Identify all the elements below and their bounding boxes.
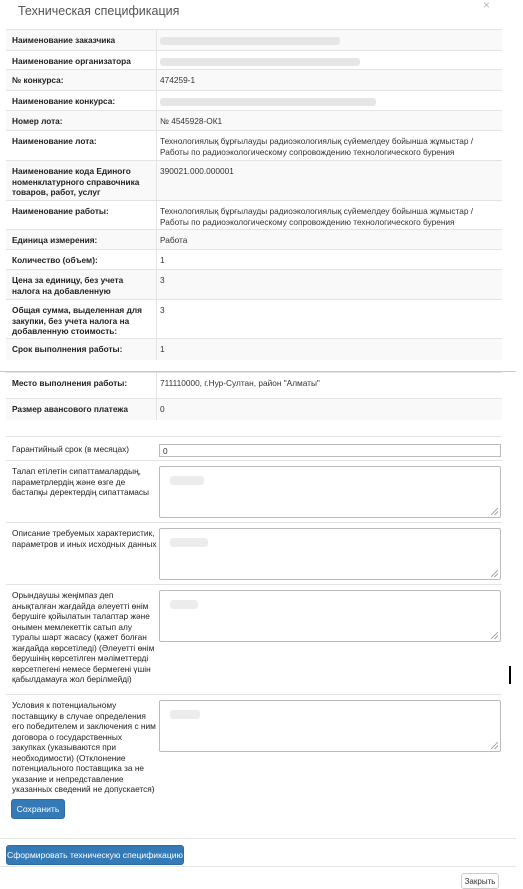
modal-title: Техническая спецификация [18, 4, 180, 18]
supplier-requirements-ru-textarea[interactable] [159, 700, 501, 752]
resize-handle-icon[interactable] [491, 632, 498, 639]
spec-row [6, 50, 502, 69]
column-separator [156, 70, 157, 90]
spec-value [160, 96, 494, 107]
spec-value: Технологиялық бұрғылауды радиоэкологиялық сүйемелдеу бойынша жұмыстар / Работы по радиоэкологическому сопровождению технологического бурения [160, 136, 474, 157]
spec-label: Цена за единицу, без учета налога на добавленную [12, 275, 124, 296]
warranty-label: Гарантийный срок (в месяцах) [12, 444, 130, 454]
supplier-requirements-ru-label: Условия к потенциальному поставщику в случае определения его победителем и заключения с ним договора о государственных закупках (указываются при необходимости) (Отклонение потенциального поставщика за не указание и непредставление указанных сведений не допускается) [12, 700, 156, 794]
resize-handle-icon[interactable] [491, 508, 498, 515]
spec-value: 1 [160, 344, 165, 354]
characteristics-ru-label: Описание требуемых характеристик, параметров и иных исходных данных [12, 528, 157, 549]
characteristics-kz-label: Талап етілетін сипаттамалардың, параметрлердің және өзге де бастапқы деректердің сипаттамасы [12, 466, 150, 497]
column-separator [156, 51, 157, 69]
spec-value: 3 [160, 275, 165, 285]
spec-value: 0 [160, 404, 165, 414]
spec-label: Единица измерения: [12, 235, 98, 245]
spec-row [6, 200, 502, 229]
generate-specification-button[interactable]: Сформировать техническую спецификацию [6, 845, 184, 865]
resize-handle-icon[interactable] [491, 742, 498, 749]
spec-value: Работа [160, 235, 188, 245]
spec-value: 711110000, г.Нур-Султан, район "Алматы" [160, 378, 320, 388]
spec-label: Наименование организатора [12, 56, 131, 66]
redacted-value [160, 58, 360, 66]
column-separator [156, 300, 157, 338]
column-separator [156, 91, 157, 110]
column-separator [156, 399, 157, 420]
spec-label: Номер лота: [12, 116, 63, 126]
spec-value [160, 56, 494, 67]
section-divider [0, 371, 516, 372]
spec-label: Размер авансового платежа [12, 404, 128, 414]
column-separator [156, 30, 157, 50]
spec-row [6, 249, 502, 269]
column-separator [156, 111, 157, 130]
spec-row [6, 398, 502, 420]
textarea-row [6, 584, 502, 694]
spec-value: № 4545928-ОК1 [160, 116, 223, 126]
spec-value: 1 [160, 255, 165, 265]
close-icon[interactable]: × [483, 0, 491, 12]
column-separator [156, 201, 157, 229]
column-separator [156, 339, 157, 360]
redacted-value [160, 37, 340, 45]
scroll-edge-marker [509, 666, 511, 684]
spec-label: Наименование кода Единого номенклатурного справочника товаров, работ, услуг [12, 166, 140, 197]
spec-row [6, 90, 502, 110]
supplier-requirements-kz-label: Орындаушы жеңімпаз деп анықталған жағдайда әлеуетті өнім берушіге қойылатын талаптар және онымен мемлекеттік сатып алу туралы шарт жасасу (қажет болған жағдайда көрсетіледі) (Әлеуетті өнім берушінің көрсетілген мәліметтерді көрсетпегені немесе бермегені үшін қабылдамауға жол берілмейді) [12, 590, 155, 684]
textarea-row [6, 694, 502, 794]
spec-row [6, 299, 502, 338]
spec-row [6, 160, 502, 200]
spec-value: 390021.000.000001 [160, 166, 234, 176]
spec-row [6, 110, 502, 130]
warranty-input[interactable] [159, 444, 501, 457]
warranty-row [6, 436, 502, 460]
spec-label: Наименование конкурса: [12, 96, 116, 106]
textarea-content [170, 710, 200, 719]
resize-handle-icon[interactable] [491, 570, 498, 577]
textarea-row [6, 460, 502, 522]
close-button[interactable]: Закрыть [461, 873, 499, 889]
spec-row [6, 29, 502, 50]
characteristics-kz-textarea[interactable] [159, 466, 501, 518]
redacted-value [160, 98, 376, 106]
footer-divider [0, 866, 516, 867]
spec-label: Наименование лота: [12, 136, 97, 146]
spec-value [160, 35, 494, 46]
save-button[interactable]: Сохранить [11, 799, 65, 819]
spec-value: 3 [160, 305, 165, 315]
textarea-row [6, 522, 502, 584]
spec-row [6, 130, 502, 160]
supplier-requirements-kz-textarea[interactable] [159, 590, 501, 642]
column-separator [156, 373, 157, 398]
column-separator [156, 131, 157, 160]
spec-row [6, 69, 502, 90]
characteristics-ru-textarea[interactable] [159, 528, 501, 580]
spec-label: Место выполнения работы: [12, 378, 128, 388]
spec-label: Срок выполнения работы: [12, 344, 123, 354]
spec-value: 474259-1 [160, 75, 196, 85]
spec-row [6, 338, 502, 360]
spec-label: Наименование заказчика [12, 35, 116, 45]
spec-label: Количество (объем): [12, 255, 98, 265]
spec-row [6, 269, 502, 299]
spec-row [6, 372, 502, 398]
column-separator [156, 250, 157, 269]
footer-divider [0, 838, 516, 839]
spec-label: № конкурса: [12, 75, 64, 85]
column-separator [156, 270, 157, 299]
spec-label: Наименование работы: [12, 206, 109, 216]
textarea-content [170, 476, 204, 485]
spec-label: Общая сумма, выделенная для закупки, без учета налога на добавленную стоимость: [12, 305, 142, 336]
column-separator [156, 230, 157, 249]
spec-row [6, 229, 502, 249]
spec-value: Технологиялық бұрғылауды радиоэкологиялық сүйемелдеу бойынша жұмыстар / Работы по радиоэкологическому сопровождению технологического бурения [160, 206, 474, 227]
textarea-content [170, 600, 198, 609]
column-separator [156, 161, 157, 200]
textarea-content [170, 538, 208, 547]
